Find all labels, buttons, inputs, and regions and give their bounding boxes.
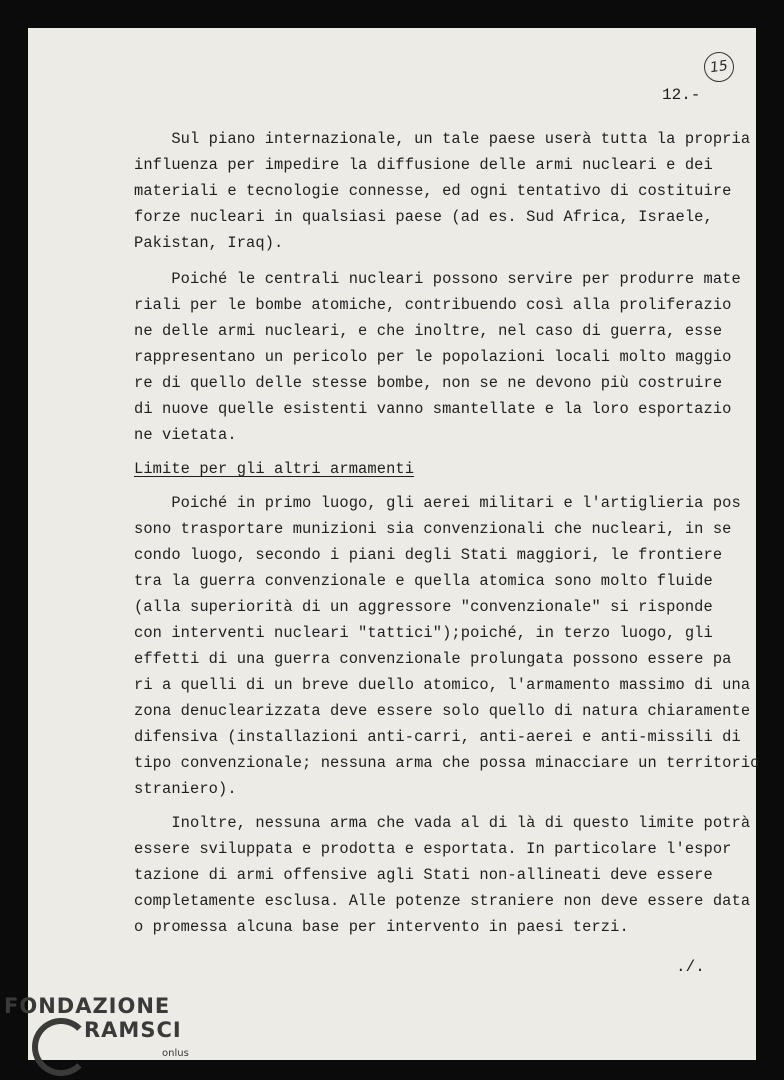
watermark-line-1: FONDAZIONE bbox=[4, 994, 171, 1018]
text-line: condo luogo, secondo i piani degli Stati maggiori, le frontiere bbox=[134, 546, 723, 564]
text-line: effetti di una guerra convenzionale prolungata possono essere pa bbox=[134, 650, 732, 668]
folio-stamp: 15 bbox=[702, 50, 736, 84]
text-line: Poiché in primo luogo, gli aerei militari e l'artiglieria pos bbox=[134, 494, 741, 512]
text-line: forze nucleari in qualsiasi paese (ad es. Sud Africa, Israele, bbox=[134, 208, 713, 226]
page-number: 12.- bbox=[662, 86, 701, 104]
document-page bbox=[28, 28, 760, 1060]
text-line: (alla superiorità di un aggressore "convenzionale" si risponde bbox=[134, 598, 713, 616]
text-line: tazione di armi offensive agli Stati non-allineati deve essere bbox=[134, 866, 713, 884]
text-line: zona denuclearizzata deve essere solo quello di natura chiaramente bbox=[134, 702, 751, 720]
text-line: ne vietata. bbox=[134, 426, 237, 444]
text-line: tra la guerra convenzionale e quella atomica sono molto fluide bbox=[134, 572, 713, 590]
section-heading: Limite per gli altri armamenti bbox=[134, 460, 415, 478]
text-line: rappresentano un pericolo per le popolazioni locali molto maggio bbox=[134, 348, 732, 366]
text-line: di nuove quelle esistenti vanno smantellate e la loro esportazio bbox=[134, 400, 732, 418]
text-line: re di quello delle stesse bombe, non se ne devono più costruire bbox=[134, 374, 723, 392]
text-line: materiali e tecnologie connesse, ed ogni tentativo di costituire bbox=[134, 182, 732, 200]
text-line: sono trasportare munizioni sia convenzionali che nucleari, in se bbox=[134, 520, 732, 538]
text-line: riali per le bombe atomiche, contribuendo così alla proliferazio bbox=[134, 296, 732, 314]
text-line: difensiva (installazioni anti-carri, anti-aerei e anti-missili di bbox=[134, 728, 741, 746]
watermark-line-2: RAMSCI bbox=[84, 1018, 182, 1042]
text-line: ri a quelli di un breve duello atomico, l'armamento massimo di una bbox=[134, 676, 751, 694]
text-line: Sul piano internazionale, un tale paese userà tutta la propria bbox=[134, 130, 751, 148]
text-line: influenza per impedire la diffusione delle armi nucleari e dei bbox=[134, 156, 713, 174]
text-line: essere sviluppata e prodotta e esportata. In particolare l'espor bbox=[134, 840, 732, 858]
text-line: Inoltre, nessuna arma che vada al di là di questo limite potrà bbox=[134, 814, 751, 832]
watermark-g-ring-icon bbox=[32, 1018, 90, 1076]
continuation-mark: ./. bbox=[676, 958, 705, 976]
text-line: o promessa alcuna base per intervento in paesi terzi. bbox=[134, 918, 629, 936]
text-line: con interventi nucleari "tattici");poiché, in terzo luogo, gli bbox=[134, 624, 713, 642]
text-line: Poiché le centrali nucleari possono servire per produrre mate bbox=[134, 270, 741, 288]
text-line: straniero). bbox=[134, 780, 237, 798]
text-line: ne delle armi nucleari, e che inoltre, nel caso di guerra, esse bbox=[134, 322, 723, 340]
fondazione-gramsci-watermark bbox=[4, 994, 204, 1080]
text-line: Pakistan, Iraq). bbox=[134, 234, 284, 252]
watermark-line-3: onlus bbox=[162, 1048, 189, 1059]
text-line: tipo convenzionale; nessuna arma che possa minacciare un territorio bbox=[134, 754, 760, 772]
text-line: completamente esclusa. Alle potenze straniere non deve essere data bbox=[134, 892, 751, 910]
